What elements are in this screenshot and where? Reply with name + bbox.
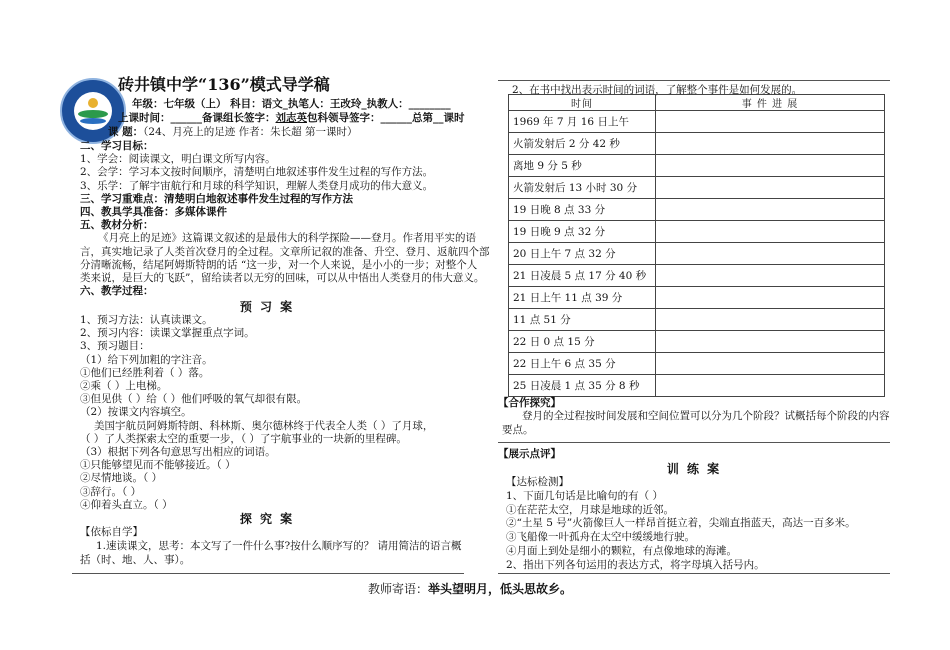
left-line: 3、乐学：了解宇宙航行和月球的科学知识，理解人类登月成功的伟大意义。 xyxy=(80,179,434,192)
preview-line: 1、预习方法：认真读课文。 xyxy=(80,314,213,326)
table-cell-progress[interactable] xyxy=(656,221,885,243)
train-line: ④月面上到处是细小的颗粒，有点像地球的海滩。 xyxy=(506,545,737,557)
table-row xyxy=(509,265,885,287)
table-cell-progress[interactable] xyxy=(656,243,885,265)
explore-line: 括（时、地、人、事）。 xyxy=(80,554,191,566)
table-cell-time: 22 日 0 点 15 分 xyxy=(509,331,656,353)
table-cell-progress[interactable] xyxy=(656,287,885,309)
table-cell-time: 11 点 51 分 xyxy=(509,309,656,331)
table-row xyxy=(509,221,885,243)
preview-line: ③但见供（ ）给（ ）他们呼吸的氧气却很有限。 xyxy=(80,393,308,406)
coop-line-2: 要点。 xyxy=(502,424,534,436)
table-cell-time: 火箭发射后 13 小时 30 分 xyxy=(509,177,656,199)
preview-line: 美国宇航员阿姆斯特朗、科林斯、奥尔德林终于代表全人类（ ）了月球， xyxy=(94,419,434,432)
table-cell-time: 25 日凌晨 1 点 35 分 8 秒 xyxy=(509,375,656,397)
table-cell-time: 19 日晚 8 点 33 分 xyxy=(509,199,656,221)
preview-line: ②尽情地谈。（ ） xyxy=(80,472,163,485)
table-cell-progress[interactable] xyxy=(656,331,885,353)
logo-wave-icon xyxy=(80,118,106,124)
meta-line-2-a: 上课时间：______备课组长签字： xyxy=(118,112,276,124)
train-line: ③飞船像一叶孤舟在太空中缓缓地行驶。 xyxy=(506,531,695,544)
page-title: 砖井镇中学“136”模式导学稿 xyxy=(118,75,330,94)
logo-hill-icon xyxy=(78,110,108,118)
lesson-line xyxy=(108,124,357,139)
table-row xyxy=(509,287,885,309)
coop-line-1: 登月的全过程按时间发展和空间位置可以分为几个阶段？试概括每个阶段的内容 xyxy=(522,410,890,422)
table-row xyxy=(509,111,885,133)
right-middle-rule xyxy=(498,442,890,443)
table-cell-progress[interactable] xyxy=(656,177,885,199)
preview-line: （1）给下列加粗的字注音。 xyxy=(80,353,213,366)
table-row xyxy=(509,199,885,221)
teacher-message-text: 举头望明月，低头思故乡。 xyxy=(428,582,573,596)
timeline-table xyxy=(508,94,885,397)
train-line: ①在茫茫太空，月球是地球的近邻。 xyxy=(506,503,674,516)
train-line: ②“土星 5 号”火箭像巨人一样昂首挺立着，尖端直指蓝天，高达一百多米。 xyxy=(506,517,856,530)
left-line: 六、教学过程： xyxy=(80,285,154,298)
preview-line: （2）按课文内容填空。 xyxy=(80,406,192,419)
table-cell-progress[interactable] xyxy=(656,111,885,133)
table-row xyxy=(509,155,885,177)
table-cell-progress[interactable] xyxy=(656,133,885,155)
table-cell-progress[interactable] xyxy=(656,199,885,221)
table-cell-time: 20 日上午 7 点 32 分 xyxy=(509,243,656,265)
left-line: 2、会学：学习本文按时间顺序，清楚明白地叙述事件发生过程的写作方法。 xyxy=(80,166,434,179)
table-cell-time: 21 日上午 11 点 39 分 xyxy=(509,287,656,309)
table-cell-progress[interactable] xyxy=(656,155,885,177)
teacher-message xyxy=(368,580,572,597)
left-line: 类来说，是巨大的飞跃”，留给读者以无穷的回味，可以从中悟出人类登月的伟大意义。 xyxy=(80,272,485,284)
table-cell-progress[interactable] xyxy=(656,353,885,375)
train-line: 1、下面几句话是比喻句的有（ ） xyxy=(506,489,664,502)
preview-line: 3、预习题目： xyxy=(80,340,150,353)
preview-line: 2、预习内容：读课文掌握重点字词。 xyxy=(80,327,255,340)
table-cell-time: 21 日凌晨 5 点 17 分 40 秒 xyxy=(509,265,656,287)
left-line: 《月亮上的足迹》这篇课文叙述的是最伟大的科学探险——登月。作者用平实的语 xyxy=(98,232,476,245)
table-row xyxy=(509,353,885,375)
train-line: 【达标检测】 xyxy=(506,476,569,488)
table-cell-time: 1969 年 7 月 16 日上午 xyxy=(509,111,656,133)
coop-label: 【合作探究】 xyxy=(498,397,561,409)
left-line: 五、教材分析： xyxy=(80,219,154,232)
left-line: 言，真实地记录了人类首次登月的全过程。文章所记叙的准备、升空、登月、返航四个部 xyxy=(80,245,490,258)
question-2: 2、在书中找出表示时间的词语，了解整个事件是如何发展的。 xyxy=(512,84,803,96)
left-line: 二、学习目标： xyxy=(80,140,154,152)
explore-heading: 探 究 案 xyxy=(239,512,295,526)
preview-line: ①他们已经胜利着（ ）落。 xyxy=(80,366,210,379)
right-bottom-rule xyxy=(498,573,890,574)
logo-sun-icon xyxy=(88,98,98,108)
explore-line: 【依标自学】 xyxy=(80,526,143,538)
table-row xyxy=(509,243,885,265)
left-bottom-rule xyxy=(72,573,464,574)
table-cell-progress[interactable] xyxy=(656,309,885,331)
table-cell-time: 19 日晚 9 点 32 分 xyxy=(509,221,656,243)
lesson-label: 课 题： xyxy=(108,126,144,138)
table-header-time: 时间 xyxy=(509,95,656,111)
meta-line-1: 年级：七年级（上） 科目：语文_执笔人：王改玲_执教人：________ xyxy=(132,98,451,110)
table-cell-time: 22 日上午 6 点 35 分 xyxy=(509,353,656,375)
table-row xyxy=(509,177,885,199)
explore-line: 1.速读课文，思考：本文写了一件什么事?按什么顺序写的？ 请用简洁的语言概 xyxy=(96,540,462,552)
table-header-progress: 事 件 进 展 xyxy=(656,95,885,111)
table-row xyxy=(509,133,885,155)
teacher-message-label: 教师寄语： xyxy=(368,582,429,596)
show-label: 【展示点评】 xyxy=(498,448,561,460)
preview-line: ①只能够望见而不能够接近。（ ） xyxy=(80,459,236,472)
lesson-text: （24、月亮上的足迹 作者：朱长超 第一课时） xyxy=(143,126,358,138)
meta-line-2-b: 包科领导签字：______总第__课时 xyxy=(307,112,465,124)
preview-line: ④仰着头直立。（ ） xyxy=(80,498,173,511)
left-line: 分清晰流畅，结尾阿姆斯特朗的话 “这一步，对一个人来说，是小小的一步；对整个人 xyxy=(80,258,478,271)
train-heading: 训 练 案 xyxy=(666,462,722,476)
meta-line-2 xyxy=(118,110,465,125)
train-line: 2、指出下列各句运用的表达方式，将字母填入括号内。 xyxy=(506,558,765,571)
preview-heading: 预 习 案 xyxy=(239,300,295,314)
preview-line: ②乘（ ）上电梯。 xyxy=(80,380,168,392)
table-cell-time: 离地 9 分 5 秒 xyxy=(509,155,656,177)
left-line: 四、教具学具准备：多媒体课件 xyxy=(80,206,227,218)
table-cell-time: 火箭发射后 2 分 42 秒 xyxy=(509,133,656,155)
preview-line: （3）根据下列各句意思写出相应的词语。 xyxy=(80,446,276,458)
meta-line-2-name: 刘志英 xyxy=(275,112,307,124)
preview-line: （ ）了人类探索太空的重要一步，（ ）了宇航事业的一块新的里程碑。 xyxy=(80,432,407,445)
table-header-row xyxy=(509,95,885,111)
left-line: 1、学会：阅读课文，明白课文所写内容。 xyxy=(80,153,276,166)
preview-line: ③辞行。（ ） xyxy=(80,485,142,498)
table-row xyxy=(509,375,885,397)
table-row xyxy=(509,331,885,353)
right-top-rule xyxy=(498,80,890,81)
table-cell-progress[interactable] xyxy=(656,375,885,397)
table-row xyxy=(509,309,885,331)
left-line: 三、学习重难点：清楚明白地叙述事件发生过程的写作方法 xyxy=(80,192,353,205)
table-cell-progress[interactable] xyxy=(656,265,885,287)
